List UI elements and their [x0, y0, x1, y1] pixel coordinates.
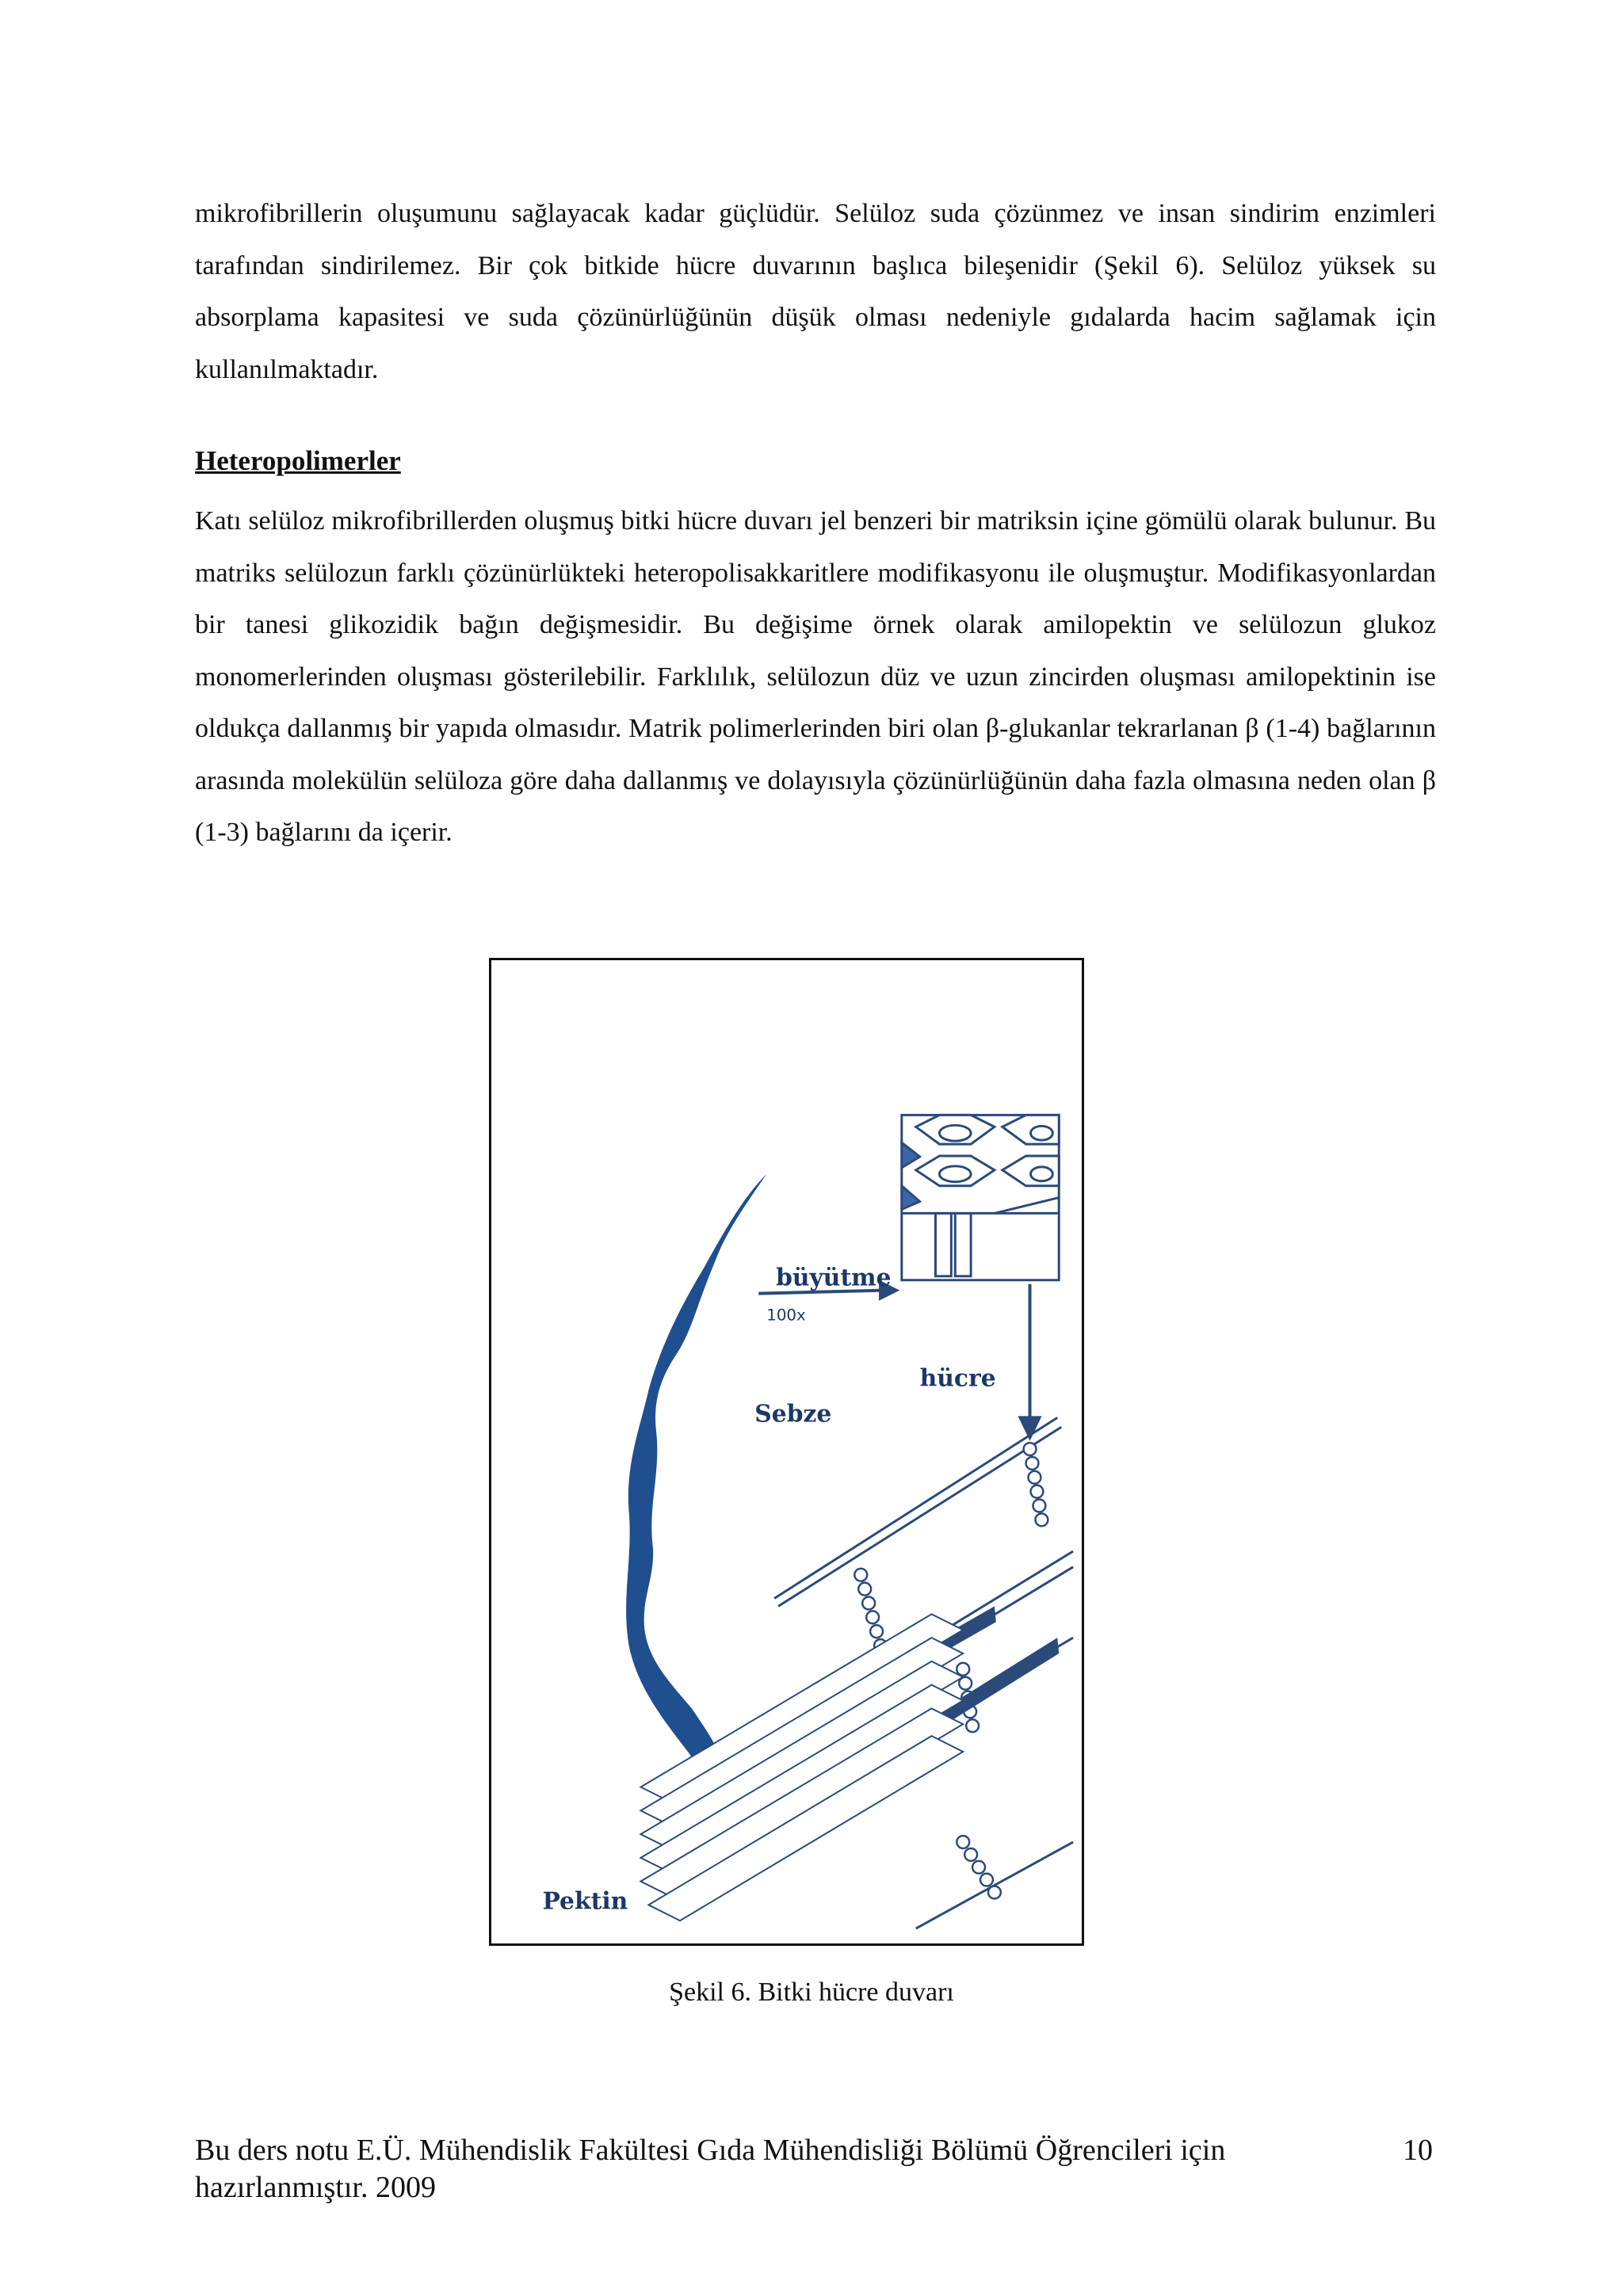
vegetable-leaf-shape	[626, 1174, 766, 1811]
label-magnify: büyütme	[776, 1264, 892, 1292]
section-heading: Heteropolimerler	[195, 445, 401, 476]
paragraph-cellulose: mikrofibrillerin oluşumunu sağlayacak kadar güçlüdür. Selüloz suda çözünmez ve insan sindirim enzimleri tarafından sindirilemez. Bir çok bitkide hücre duvarının başlıca bileşenidir (Şekil 6). Selüloz yüksek su absorplama kapasitesi ve suda çözünürlüğünün düşük olması nedeniyle gıdalarda hacim sağlamak için kullanılmaktadır.	[195, 199, 1436, 384]
cell-vacuole	[939, 1125, 971, 1141]
cell-wall-illustration	[491, 960, 1082, 1943]
cell-vacuole	[1031, 1167, 1053, 1181]
cell-wall-section	[935, 1213, 951, 1276]
page-number: 10	[1403, 2134, 1433, 2167]
cell-block	[902, 1115, 1059, 1280]
label-cell: hücre	[919, 1364, 996, 1393]
cell-arrow	[1021, 1284, 1040, 1437]
cell-vacuole	[939, 1166, 971, 1182]
page-footer: Bu ders notu E.Ü. Mühendislik Fakültesi Gıda Mühendisliği Bölümü Öğrencileri için hazırlanmıştır. 2009	[195, 2134, 1226, 2204]
label-magnification: 100x	[766, 1306, 806, 1325]
cell-wall-section	[955, 1213, 971, 1276]
figure-caption: Şekil 6. Bitki hücre duvarı	[669, 1978, 954, 2007]
label-pectin: Pektin	[542, 1887, 628, 1916]
label-vegetable: Sebze	[754, 1400, 832, 1428]
microfibril-bundle	[640, 1614, 963, 1920]
cell-vacuole	[1031, 1126, 1053, 1140]
plant-cell-wall-figure	[489, 958, 1084, 1946]
paragraph-heteropolymers: Katı selüloz mikrofibrillerden oluşmuş bitki hücre duvarı jel benzeri bir matriksin içine gömülü olarak bulunur. Bu matriks selülozun farklı çözünürlükteki heteropolisakkaritlere modifikasyonu ile oluşmuştur. Modifikasyonlardan bir tanesi glikozidik bağın değişmesidir. Bu değişime örnek olarak amilopektin ve selülozun glukoz monomerlerinden oluşması gösterilebilir. Farklılık, selülozun düz ve uzun zincirden oluşması amilopektinin ise oldukça dallanmış bir yapıda olmasıdır. Matrik polimerlerinden biri olan β-glukanlar tekrarlanan β (1-4) bağlarının arasında molekülün selüloza göre daha dallanmış ve dolayısıyla çözünürlüğünün daha fazla olmasına neden olan β (1-3) bağlarını da içerir.	[195, 506, 1436, 847]
